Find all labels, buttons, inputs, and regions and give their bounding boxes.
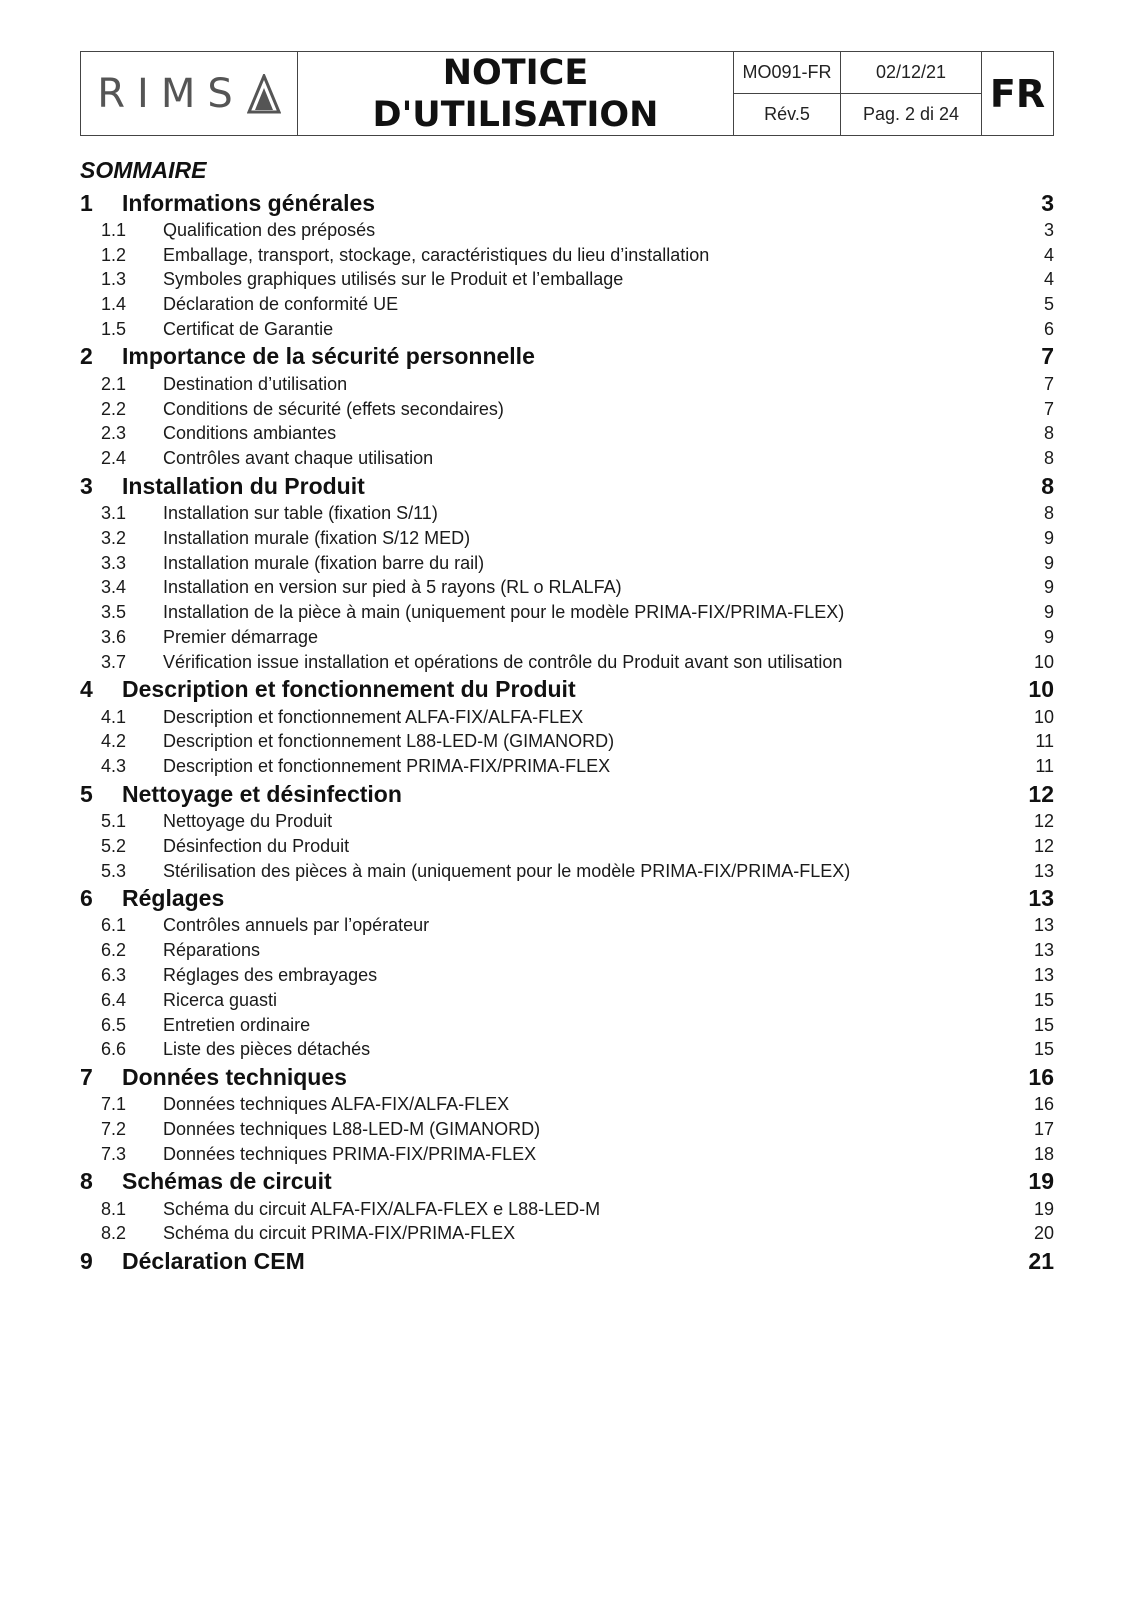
toc-item-page: 9 bbox=[1043, 602, 1054, 623]
toc-item-title: Schéma du circuit ALFA-FIX/ALFA-FLEX e L88-LED-M bbox=[163, 1198, 601, 1219]
toc-item-num: 6.4 bbox=[101, 989, 127, 1010]
toc-item-6.3[interactable] bbox=[80, 963, 1054, 988]
toc-section-page: 13 bbox=[1028, 885, 1054, 912]
toc-item-6.2[interactable] bbox=[80, 938, 1054, 963]
toc-section-title: Réglages bbox=[122, 885, 225, 912]
toc-item-page: 17 bbox=[1033, 1119, 1054, 1139]
toc-item-page: 15 bbox=[1033, 1014, 1054, 1035]
toc-item-page: 9 bbox=[1043, 552, 1054, 573]
toc-item-8.1[interactable] bbox=[80, 1197, 1054, 1222]
toc-item-num: 6.1 bbox=[101, 915, 127, 936]
toc-section-title: Données techniques bbox=[122, 1063, 347, 1090]
toc-item-page: 13 bbox=[1033, 965, 1054, 986]
toc-item-title: Symboles graphiques utilisés sur le Produit et l’emballage bbox=[163, 269, 624, 290]
toc-section-title: Description et fonctionnement du Produit bbox=[122, 676, 576, 703]
toc-item-title: Nettoyage du Produit bbox=[163, 811, 333, 832]
toc-item-page: 4 bbox=[1043, 269, 1054, 290]
toc-item-title: Vérification issue installation et opérations de contrôle du Produit avant son utilisation bbox=[163, 651, 843, 672]
toc-section-title: Nettoyage et désinfection bbox=[122, 780, 402, 807]
toc-item-title: Déclaration de conformité UE bbox=[163, 294, 399, 315]
toc-item-title: Données techniques L88-LED-M (GIMANORD) bbox=[163, 1119, 541, 1139]
toc-section-5[interactable] bbox=[80, 779, 1054, 809]
doc-code: MO091-FR bbox=[734, 52, 841, 94]
toc-item-3.5[interactable] bbox=[80, 600, 1054, 625]
toc-item-2.1[interactable] bbox=[80, 372, 1054, 397]
toc-section-num: 3 bbox=[80, 472, 93, 499]
toc-item-5.2[interactable] bbox=[80, 834, 1054, 859]
toc-item-page: 10 bbox=[1033, 651, 1054, 672]
table-of-contents bbox=[80, 188, 1054, 1276]
toc-section-page: 19 bbox=[1028, 1168, 1054, 1195]
toc-item-page: 18 bbox=[1033, 1143, 1054, 1164]
document-header bbox=[80, 51, 1054, 136]
toc-item-4.2[interactable] bbox=[80, 730, 1054, 755]
logo-wordmark bbox=[97, 71, 281, 117]
toc-item-title: Contrôles annuels par l’opérateur bbox=[163, 915, 430, 936]
toc-item-title: Désinfection du Produit bbox=[163, 835, 350, 856]
toc-item-title: Installation murale (fixation S/12 MED) bbox=[163, 527, 471, 548]
toc-item-title: Schéma du circuit PRIMA-FIX/PRIMA-FLEX bbox=[163, 1223, 516, 1244]
toc-item-num: 5.2 bbox=[101, 835, 127, 856]
title-line-2: D'UTILISATION bbox=[372, 94, 659, 135]
toc-item-title: Entretien ordinaire bbox=[163, 1014, 311, 1035]
toc-item-title: Réparations bbox=[163, 940, 261, 961]
toc-item-7.3[interactable] bbox=[80, 1142, 1054, 1167]
toc-item-num: 3.6 bbox=[101, 627, 127, 648]
toc-section-num: 5 bbox=[80, 780, 93, 807]
doc-date: 02/12/21 bbox=[841, 52, 981, 94]
toc-section-title: Informations générales bbox=[122, 189, 376, 216]
toc-item-num: 2.4 bbox=[101, 448, 127, 469]
toc-item-3.4[interactable] bbox=[80, 576, 1054, 601]
toc-item-page: 12 bbox=[1033, 811, 1054, 832]
toc-item-num: 3.1 bbox=[101, 503, 127, 524]
toc-section-num: 9 bbox=[80, 1247, 93, 1274]
toc-item-title: Conditions de sécurité (effets secondaires) bbox=[163, 398, 504, 419]
toc-item-num: 5.1 bbox=[101, 811, 127, 832]
toc-item-num: 3.3 bbox=[101, 552, 127, 573]
toc-item-page: 11 bbox=[1035, 731, 1054, 752]
toc-item-page: 8 bbox=[1043, 503, 1054, 524]
toc-item-num: 3.7 bbox=[101, 651, 127, 672]
toc-item-num: 4.3 bbox=[101, 756, 127, 777]
toc-item-2.4[interactable] bbox=[80, 446, 1054, 471]
toc-item-3.7[interactable] bbox=[80, 650, 1054, 675]
toc-item-num: 2.3 bbox=[101, 423, 127, 444]
logo-text: RIMS bbox=[97, 70, 245, 117]
toc-heading: SOMMAIRE bbox=[80, 157, 207, 183]
toc-item-8.2[interactable] bbox=[80, 1222, 1054, 1247]
toc-item-7.1[interactable] bbox=[80, 1092, 1054, 1117]
toc-item-title: Certificat de Garantie bbox=[163, 319, 334, 340]
toc-item-2.3[interactable] bbox=[80, 422, 1054, 447]
toc-item-num: 7.3 bbox=[101, 1143, 127, 1164]
toc-section-8[interactable] bbox=[80, 1167, 1054, 1197]
toc-item-page: 13 bbox=[1033, 860, 1054, 881]
toc-section-3[interactable] bbox=[80, 471, 1054, 501]
toc-section-1[interactable] bbox=[80, 188, 1054, 218]
toc-item-1.4[interactable] bbox=[80, 292, 1054, 317]
toc-item-num: 7.2 bbox=[101, 1119, 127, 1139]
toc-item-title: Installation en version sur pied à 5 rayons (RL o RLALFA) bbox=[163, 577, 622, 598]
toc-item-num: 1.1 bbox=[101, 219, 127, 240]
toc-item-num: 6.5 bbox=[101, 1014, 127, 1035]
toc-item-7.2[interactable] bbox=[80, 1117, 1054, 1142]
toc-item-page: 3 bbox=[1043, 219, 1054, 240]
toc-item-title: Données techniques ALFA-FIX/ALFA-FLEX bbox=[163, 1094, 510, 1115]
toc-item-num: 3.2 bbox=[101, 527, 127, 548]
toc-item-title: Contrôles avant chaque utilisation bbox=[163, 448, 434, 469]
toc-item-page: 19 bbox=[1033, 1198, 1054, 1219]
toc-item-num: 8.2 bbox=[101, 1223, 127, 1244]
toc-item-num: 5.3 bbox=[101, 860, 127, 881]
toc-item-1.2[interactable] bbox=[80, 243, 1054, 268]
toc-item-num: 3.5 bbox=[101, 602, 127, 623]
toc-section-7[interactable] bbox=[80, 1062, 1054, 1092]
toc-item-6.6[interactable] bbox=[80, 1038, 1054, 1063]
toc-item-page: 12 bbox=[1033, 835, 1054, 856]
toc-item-5.3[interactable] bbox=[80, 859, 1054, 884]
toc-item-num: 4.1 bbox=[101, 706, 127, 727]
toc-item-title: Ricerca guasti bbox=[163, 989, 278, 1010]
toc-item-page: 10 bbox=[1033, 706, 1054, 727]
toc-item-page: 9 bbox=[1043, 577, 1054, 598]
toc-section-title: Schémas de circuit bbox=[122, 1168, 332, 1195]
toc-item-num: 2.2 bbox=[101, 398, 127, 419]
toc-item-1.1[interactable] bbox=[80, 218, 1054, 243]
toc-item-page: 8 bbox=[1043, 423, 1054, 444]
toc-section-page: 12 bbox=[1028, 780, 1054, 807]
toc-item-page: 20 bbox=[1033, 1223, 1054, 1244]
toc-item-num: 6.3 bbox=[101, 965, 127, 986]
toc-item-num: 7.1 bbox=[101, 1094, 127, 1115]
toc-item-3.3[interactable] bbox=[80, 551, 1054, 576]
toc-item-title: Installation de la pièce à main (uniquement pour le modèle PRIMA-FIX/PRIMA-FLEX) bbox=[163, 602, 845, 623]
toc-section-page: 7 bbox=[1041, 343, 1054, 370]
toc-item-page: 13 bbox=[1033, 940, 1054, 961]
toc-item-4.1[interactable] bbox=[80, 705, 1054, 730]
doc-revision: Rév.5 bbox=[734, 94, 841, 136]
toc-item-num: 1.2 bbox=[101, 244, 127, 265]
logo-triangle-icon bbox=[247, 74, 281, 114]
toc-section-title: Déclaration CEM bbox=[122, 1247, 305, 1274]
toc-item-3.1[interactable] bbox=[80, 501, 1054, 526]
toc-item-title: Description et fonctionnement ALFA-FIX/ALFA-FLEX bbox=[163, 706, 584, 727]
toc-item-num: 1.5 bbox=[101, 319, 127, 340]
toc-item-page: 16 bbox=[1033, 1094, 1054, 1115]
toc-item-page: 15 bbox=[1033, 989, 1054, 1010]
toc-section-num: 8 bbox=[80, 1168, 93, 1195]
toc-item-title: Liste des pièces détachés bbox=[163, 1039, 371, 1060]
toc-section-num: 7 bbox=[80, 1063, 93, 1090]
document-title bbox=[298, 52, 734, 135]
toc-section-6[interactable] bbox=[80, 884, 1054, 914]
toc-item-title: Premier démarrage bbox=[163, 627, 319, 648]
toc-section-num: 2 bbox=[80, 343, 93, 370]
toc-item-num: 1.3 bbox=[101, 269, 127, 290]
toc-item-num: 6.6 bbox=[101, 1039, 127, 1060]
toc-item-5.1[interactable] bbox=[80, 809, 1054, 834]
language-code: FR bbox=[989, 71, 1046, 116]
toc-section-2[interactable] bbox=[80, 342, 1054, 372]
company-logo bbox=[81, 52, 298, 135]
toc-item-page: 4 bbox=[1043, 244, 1054, 265]
title-line-1: NOTICE bbox=[442, 52, 589, 93]
toc-section-num: 4 bbox=[80, 676, 93, 703]
toc-item-title: Description et fonctionnement PRIMA-FIX/PRIMA-FLEX bbox=[163, 756, 611, 777]
toc-item-3.6[interactable] bbox=[80, 625, 1054, 650]
toc-item-6.1[interactable] bbox=[80, 914, 1054, 939]
toc-item-title: Installation murale (fixation barre du rail) bbox=[163, 552, 485, 573]
toc-item-3.2[interactable] bbox=[80, 526, 1054, 551]
toc-item-num: 2.1 bbox=[101, 373, 127, 394]
toc-item-num: 8.1 bbox=[101, 1198, 127, 1219]
toc-item-page: 9 bbox=[1043, 527, 1054, 548]
toc-item-page: 11 bbox=[1035, 756, 1054, 777]
toc-section-page: 10 bbox=[1028, 676, 1054, 703]
toc-item-page: 7 bbox=[1043, 398, 1054, 419]
toc-item-1.5[interactable] bbox=[80, 317, 1054, 342]
toc-item-4.3[interactable] bbox=[80, 754, 1054, 779]
toc-item-num: 3.4 bbox=[101, 577, 127, 598]
toc-item-title: Réglages des embrayages bbox=[163, 965, 378, 986]
toc-item-title: Emballage, transport, stockage, caractéristiques du lieu d’installation bbox=[163, 244, 710, 265]
toc-section-num: 6 bbox=[80, 885, 93, 912]
toc-section-page: 8 bbox=[1041, 472, 1054, 499]
document-meta bbox=[734, 52, 982, 135]
toc-section-num: 1 bbox=[80, 189, 93, 216]
toc-item-page: 8 bbox=[1043, 448, 1054, 469]
toc-section-page: 16 bbox=[1028, 1063, 1054, 1090]
toc-item-page: 6 bbox=[1043, 319, 1054, 340]
toc-item-6.5[interactable] bbox=[80, 1013, 1054, 1038]
toc-item-page: 7 bbox=[1043, 373, 1054, 394]
toc-item-title: Installation sur table (fixation S/11) bbox=[163, 503, 438, 524]
toc-item-title: Stérilisation des pièces à main (uniquement pour le modèle PRIMA-FIX/PRIMA-FLEX) bbox=[163, 860, 851, 881]
toc-section-page: 21 bbox=[1028, 1247, 1054, 1274]
toc-item-page: 13 bbox=[1033, 915, 1054, 936]
toc-section-title: Importance de la sécurité personnelle bbox=[122, 343, 535, 370]
toc-item-num: 4.2 bbox=[101, 731, 127, 752]
toc-section-4[interactable] bbox=[80, 675, 1054, 705]
toc-item-6.4[interactable] bbox=[80, 988, 1054, 1013]
toc-item-title: Qualification des préposés bbox=[163, 219, 376, 240]
toc-item-page: 9 bbox=[1043, 627, 1054, 648]
toc-item-title: Données techniques PRIMA-FIX/PRIMA-FLEX bbox=[163, 1143, 537, 1164]
toc-section-page: 3 bbox=[1041, 189, 1054, 216]
toc-item-title: Destination d’utilisation bbox=[163, 373, 348, 394]
doc-page: Pag. 2 di 24 bbox=[862, 103, 960, 124]
toc-item-page: 15 bbox=[1033, 1039, 1054, 1060]
toc-item-num: 1.4 bbox=[101, 294, 127, 315]
toc-item-page: 5 bbox=[1043, 294, 1054, 315]
toc-item-1.3[interactable] bbox=[80, 268, 1054, 293]
toc-item-title: Conditions ambiantes bbox=[163, 423, 337, 444]
toc-item-title: Description et fonctionnement L88-LED-M (GIMANORD) bbox=[163, 731, 615, 752]
toc-section-title: Installation du Produit bbox=[122, 472, 365, 499]
toc-section-9[interactable] bbox=[80, 1246, 1054, 1276]
toc-item-2.2[interactable] bbox=[80, 397, 1054, 422]
toc-item-num: 6.2 bbox=[101, 940, 127, 961]
